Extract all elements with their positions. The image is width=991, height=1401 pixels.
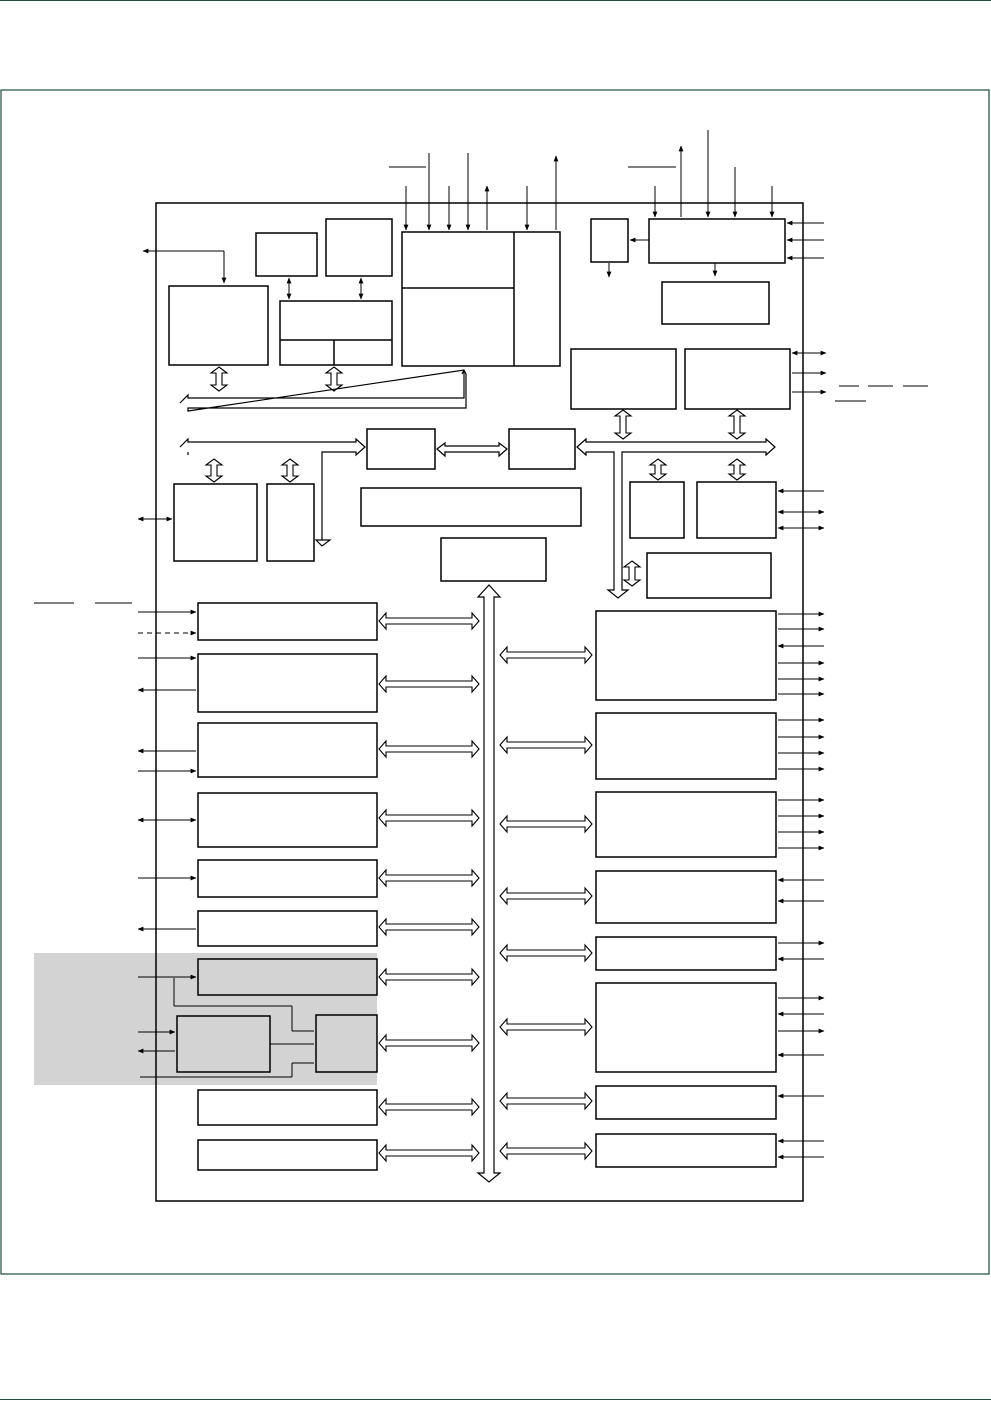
vlink-2 — [326, 367, 342, 391]
periph-left-6 — [198, 911, 377, 946]
periph-right-5 — [596, 937, 776, 970]
periph-left-5 — [198, 860, 377, 897]
block-apb-bridge — [441, 538, 546, 581]
left-bus-link-2 — [379, 676, 479, 692]
block-mid-right-c — [647, 553, 771, 598]
right-bus-link-8 — [500, 1143, 592, 1159]
right-bus-link-3 — [500, 816, 592, 832]
left-bus-link-10 — [379, 1145, 479, 1161]
block-small-b — [326, 219, 392, 276]
right-bus-link-1 — [500, 647, 592, 663]
left-bus-link-5 — [379, 870, 479, 886]
block-matrix — [361, 488, 581, 526]
right-bus-link-6 — [500, 1019, 592, 1035]
right-bus-link-2 — [500, 737, 592, 753]
periph-left-10 — [198, 1090, 377, 1125]
block-right-b — [685, 349, 790, 409]
vlink-7 — [650, 459, 666, 480]
vlink-8 — [729, 459, 745, 480]
block-cpu-core — [402, 232, 560, 366]
vlink-6 — [282, 459, 298, 482]
block-mid-right-a — [630, 482, 684, 538]
right-bus-link-5 — [500, 945, 592, 961]
block-under-clock — [662, 282, 769, 324]
shaded-region — [34, 953, 377, 1085]
vlink-1 — [211, 367, 227, 391]
block-clock-gen — [649, 219, 785, 263]
right-bus-link-4 — [500, 888, 592, 904]
periph-left-4 — [198, 793, 377, 847]
left-bus-link-8 — [379, 1035, 479, 1051]
periph-right-1 — [596, 611, 776, 700]
left-bus-link-3 — [379, 741, 479, 757]
block-top-left-large — [169, 286, 268, 365]
periph-right-6 — [596, 983, 776, 1072]
periph-right-3 — [596, 792, 776, 857]
periph-left-3 — [198, 723, 377, 777]
block-mid-left-b — [267, 484, 314, 561]
periph-right-4 — [596, 871, 776, 923]
vlink-9 — [624, 561, 640, 586]
left-bus-link-1 — [379, 613, 479, 629]
vlink-4 — [729, 410, 745, 439]
vertical-bus — [478, 585, 500, 1182]
block-bridge-left — [367, 429, 435, 469]
block-right-a — [571, 349, 676, 409]
block-bridge-right — [509, 429, 575, 469]
figure-frame — [1, 90, 989, 1274]
periph-left-2 — [198, 654, 377, 712]
block-clock-small — [591, 219, 628, 262]
left-bus-link-6 — [379, 919, 479, 935]
block-small-a — [256, 233, 317, 276]
periph-right-7 — [596, 1086, 776, 1119]
block-memory-ctrl — [280, 301, 392, 365]
periph-right-8 — [596, 1134, 776, 1167]
periph-right-2 — [596, 713, 776, 779]
left-bus-link-7 — [379, 969, 479, 985]
left-bus-link-4 — [379, 810, 479, 826]
vlink-3 — [615, 410, 631, 439]
vlink-5 — [206, 459, 222, 482]
left-bus-link-9 — [379, 1099, 479, 1115]
periph-left-11 — [198, 1140, 377, 1170]
block-mid-left-a — [174, 484, 257, 561]
block-mid-right-b — [697, 482, 776, 538]
right-bus-link-7 — [500, 1093, 592, 1109]
periph-left-1 — [198, 603, 377, 640]
